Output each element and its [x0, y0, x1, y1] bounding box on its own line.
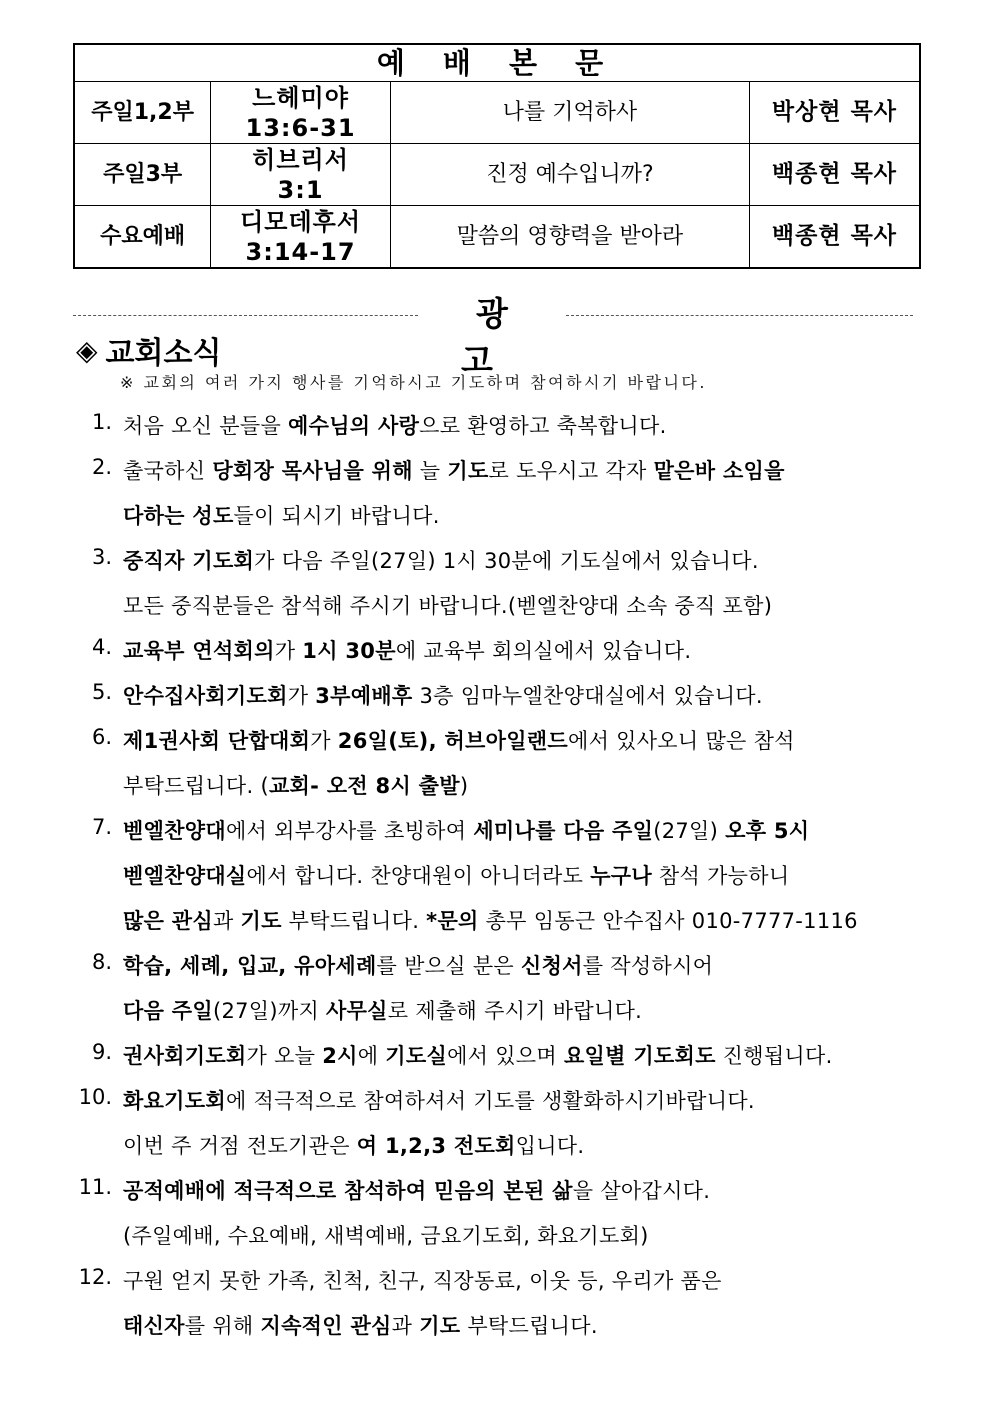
emphasis-text: 기도: [447, 459, 489, 483]
list-item-line: [123, 590, 772, 620]
service-name: 주일1,2부: [74, 82, 211, 144]
emphasis-text: 벧엘찬양대: [123, 819, 226, 843]
list-item-line: [123, 1130, 584, 1160]
emphasis-text: 다하는 성도: [123, 504, 234, 528]
emphasis-text: 1시 30분: [302, 639, 396, 663]
emphasis-text: 중직자 기도회: [123, 549, 255, 573]
scripture-passage: [211, 82, 391, 144]
body-text: 처음 오신 분들을: [123, 414, 289, 438]
scripture-passage: [211, 144, 391, 206]
body-text: 이번 주 거점 전도기관은: [123, 1134, 357, 1158]
emphasis-text: 많은 관심: [123, 909, 213, 933]
scripture-verse: 3:1: [277, 175, 324, 204]
body-text: 부탁드립니다. (: [123, 774, 269, 798]
list-item-line: [123, 1085, 755, 1115]
body-text: 에서 있으며: [447, 1044, 564, 1068]
list-item-line: [123, 725, 795, 755]
section-title: 교회소식: [105, 336, 222, 371]
emphasis-text: 요일별 기도회도: [563, 1044, 716, 1068]
list-item-line: [123, 1220, 649, 1250]
sermon-topic: 나를 기억하사: [390, 82, 749, 144]
emphasis-text: *문의: [426, 909, 479, 933]
body-text: 에: [357, 1044, 386, 1068]
item-number: 5.: [91, 680, 112, 704]
emphasis-text: 지속적인 관심: [260, 1314, 392, 1338]
scripture-book: 히브리서: [252, 145, 349, 174]
section-heading: [76, 328, 221, 372]
item-number: 10.: [78, 1085, 112, 1109]
body-text: ): [459, 774, 469, 798]
preacher: 백종현 목사: [749, 206, 920, 269]
list-item-line: [123, 680, 763, 710]
list-item-line: [123, 635, 691, 665]
body-text: 가: [274, 639, 303, 663]
emphasis-text: 교육부 연석회의: [123, 639, 275, 663]
body-text: 과: [391, 1314, 420, 1338]
list-item-line: [123, 1040, 833, 1070]
body-text: 에서 외부강사를 초빙하여: [225, 819, 474, 843]
body-text: (27일): [653, 819, 726, 843]
emphasis-text: 교회- 오전 8시 출발: [268, 774, 460, 798]
service-name: 주일3부: [74, 144, 211, 206]
item-number: 12.: [78, 1265, 112, 1289]
section-note: ※ 교회의 여러 가지 행사를 기억하시고 기도하며 참여하시기 바랍니다.: [120, 373, 707, 392]
emphasis-text: 예수님의 사랑: [288, 414, 420, 438]
body-text: 부탁드립니다.: [281, 909, 427, 933]
emphasis-text: 오후 5시: [725, 819, 810, 843]
body-text: (주일예배, 수요예배, 새벽예배, 금요기도회, 화요기도회): [123, 1224, 649, 1248]
scripture-passage: [211, 206, 391, 269]
body-text: 으로 환영하고 축복합니다.: [419, 414, 667, 438]
emphasis-text: 여 1,2,3 전도회: [356, 1134, 516, 1158]
emphasis-text: 벧엘찬양대실: [123, 864, 247, 888]
item-number: 8.: [91, 950, 112, 974]
body-text: 가 오늘: [246, 1044, 323, 1068]
emphasis-text: 26일(토), 허브아일랜드: [337, 729, 568, 753]
item-number: 11.: [78, 1175, 112, 1199]
emphasis-text: 맡은바 소임을: [653, 459, 785, 483]
emphasis-text: 권사회기도회: [123, 1044, 247, 1068]
scripture-book: 디모데후서: [240, 207, 361, 236]
emphasis-text: 3부예배후: [315, 684, 413, 708]
list-item-line: [123, 950, 713, 980]
emphasis-text: 2시: [322, 1044, 358, 1068]
diamond-icon: ◈: [76, 333, 98, 367]
body-text: (27일)까지: [212, 999, 327, 1023]
scripture-book: 느헤미야: [252, 83, 349, 112]
emphasis-text: 누구나: [590, 864, 652, 888]
emphasis-text: 기도: [419, 1314, 461, 1338]
body-text: 가: [310, 729, 338, 753]
body-text: 가: [287, 684, 316, 708]
body-text: 입니다.: [515, 1134, 585, 1158]
item-number: 4.: [91, 635, 112, 659]
list-item-line: [123, 860, 789, 890]
announcements-title: 광 고: [461, 294, 538, 380]
body-text: 들이 되시기 바랍니다.: [233, 504, 440, 528]
body-text: 을 살아갑시다.: [572, 1179, 711, 1203]
scripture-verse: 3:14-17: [245, 237, 356, 266]
list-item-line: [123, 905, 858, 935]
body-text: 진행됩니다.: [715, 1044, 833, 1068]
body-text: 과: [212, 909, 241, 933]
list-item-line: [123, 815, 809, 845]
list-item-line: [123, 1310, 598, 1340]
body-text: 에서 합니다. 찬양대원이 아니더라도: [246, 864, 591, 888]
body-text: 3층 임마누엘찬양대실에서 있습니다.: [412, 684, 763, 708]
body-text: 에 적극적으로 참여하셔서 기도를 생활화하시기바랍니다.: [225, 1089, 755, 1113]
body-text: 모든 중직분들은 참석해 주시기 바랍니다.(벧엘찬양대 소속 중직 포함): [123, 594, 773, 618]
emphasis-text: 공적예배에 적극적으로 참석하여 믿음의 본된 삶: [123, 1179, 573, 1203]
divider-line-left: [73, 315, 418, 316]
emphasis-text: 다음 주일: [123, 999, 213, 1023]
item-number: 2.: [91, 455, 112, 479]
preacher: 백종현 목사: [749, 144, 920, 206]
emphasis-text: 당회장 목사님을 위해: [212, 459, 413, 483]
body-text: 를 받으실 분은: [376, 954, 521, 978]
sermon-row: [74, 144, 920, 206]
emphasis-text: 신청서: [520, 954, 583, 978]
list-item-line: [123, 455, 785, 485]
list-item-line: [123, 1265, 722, 1295]
item-number: 6.: [91, 725, 112, 749]
item-number: 3.: [91, 545, 112, 569]
list-item-line: [123, 995, 642, 1025]
list-item-line: [123, 500, 440, 530]
service-name: 수요예배: [74, 206, 211, 269]
divider-line-right: [566, 315, 913, 316]
body-text: 구원 얻지 못한 가족, 친척, 친구, 직장동료, 이웃 등, 우리가 품은: [123, 1269, 722, 1293]
emphasis-text: 제1권사회 단합대회: [123, 729, 311, 753]
item-number: 1.: [91, 410, 112, 434]
body-text: 로 도우시고 각자: [488, 459, 654, 483]
scripture-verse: 13:6-31: [245, 113, 356, 142]
body-text: 늘: [412, 459, 448, 483]
sermon-topic: 말씀의 영향력을 받아라: [390, 206, 749, 269]
emphasis-text: 기도: [240, 909, 282, 933]
emphasis-text: 안수집사회기도회: [123, 684, 288, 708]
body-text: 총무 임동근 안수집사 010-7777-1116: [478, 909, 858, 933]
emphasis-text: 학습, 세례, 입교, 유아세례: [123, 954, 377, 978]
emphasis-text: 기도실: [385, 1044, 448, 1068]
body-text: 부탁드립니다.: [460, 1314, 598, 1338]
item-number: 9.: [91, 1040, 112, 1064]
list-item-line: [123, 410, 667, 440]
sermon-topic: 진정 예수입니까?: [390, 144, 749, 206]
list-item-line: [123, 545, 759, 575]
item-number: 7.: [91, 815, 112, 839]
sermon-row: [74, 206, 920, 269]
sermon-row: [74, 82, 920, 144]
list-item-line: [123, 1175, 710, 1205]
body-text: 참석 가능하니: [651, 864, 790, 888]
body-text: 에서 있사오니 많은 참석: [567, 729, 795, 753]
emphasis-text: 태신자: [123, 1314, 185, 1338]
sermon-table-title: 예 배 본 문: [74, 44, 920, 82]
body-text: 로 제출해 주시기 바랍니다.: [387, 999, 643, 1023]
body-text: 를 위해: [184, 1314, 261, 1338]
preacher: 박상현 목사: [749, 82, 920, 144]
body-text: 를 작성하시어: [582, 954, 714, 978]
body-text: 가 다음 주일(27일) 1시 30분에 기도실에서 있습니다.: [254, 549, 759, 573]
emphasis-text: 세미나를 다음 주일: [473, 819, 654, 843]
emphasis-text: 화요기도회: [123, 1089, 226, 1113]
list-item-line: [123, 770, 468, 800]
emphasis-text: 사무실: [326, 999, 388, 1023]
body-text: 에 교육부 회의실에서 있습니다.: [395, 639, 692, 663]
body-text: 출국하신: [123, 459, 213, 483]
sermon-table: [73, 43, 921, 269]
